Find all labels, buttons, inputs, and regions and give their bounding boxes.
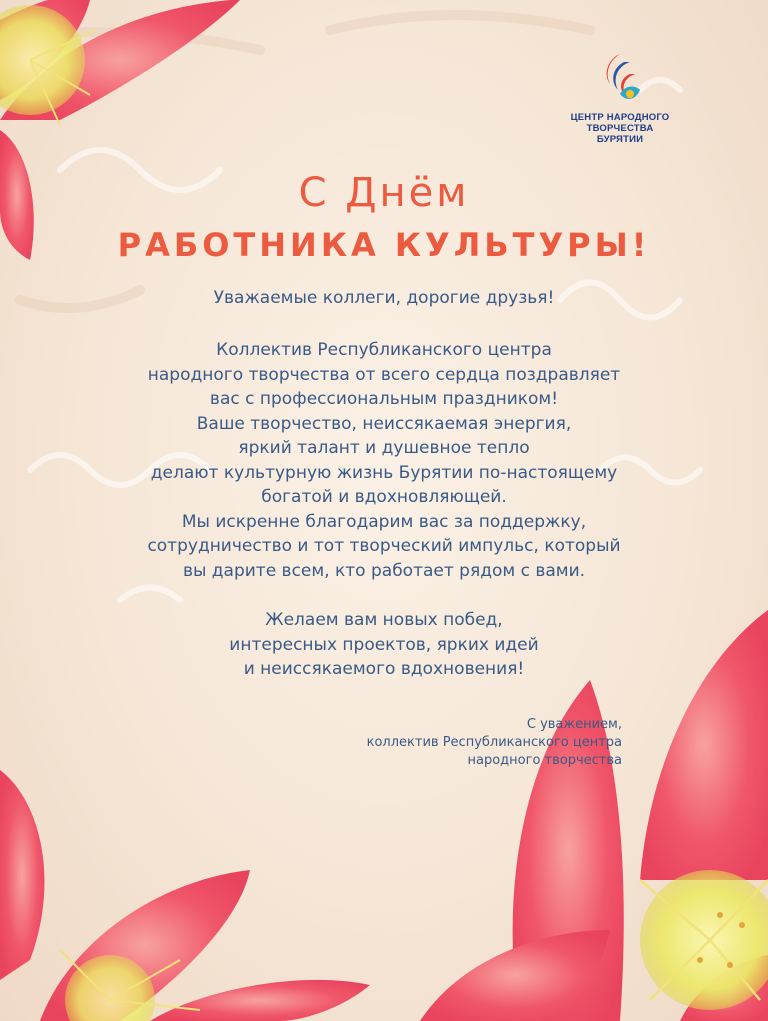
- signature-block: [300, 716, 622, 770]
- signature-line: народного творчества: [467, 753, 622, 768]
- signature-line: коллектив Республиканского центра: [366, 735, 622, 750]
- paragraph-line: делают культурную жизнь Бурятии по-настоящему: [150, 462, 618, 483]
- logo-text-line3: БУРЯТИИ: [596, 134, 644, 145]
- greeting-line: Уважаемые коллеги, дорогие друзья!: [213, 288, 555, 308]
- organization-logo: [560, 48, 680, 158]
- logo-text-line2: ТВОРЧЕСТВА: [586, 123, 654, 134]
- paragraph-line: Желаем вам новых побед,: [265, 610, 503, 630]
- logo-swirl-icon: [590, 48, 650, 110]
- paragraph-line: Мы искренне благодарим вас за поддержку,: [181, 511, 587, 532]
- paragraph-line: яркий талант и душевное тепло: [238, 438, 530, 458]
- paragraph-line: и неиссякаемого вдохновения!: [243, 659, 525, 679]
- page-subtitle: РАБОТНИКА КУЛЬТУРЫ!: [117, 226, 651, 264]
- paragraph-line: интересных проектов, ярких идей: [229, 634, 539, 655]
- paragraph-line: вас с профессиональным праздником!: [209, 389, 559, 409]
- paragraph-line: Ваше творчество, неиссякаемая энергия,: [196, 413, 572, 434]
- signature-line: С уважением,: [526, 717, 622, 732]
- paragraph-line: вы дарите всем, кто работает рядом с вами.: [182, 560, 586, 581]
- paragraph-line: богатой и вдохновляющей.: [261, 487, 507, 507]
- message-paragraph-1: [84, 338, 684, 583]
- paragraph-line: народного творчества от всего сердца поздравляет: [147, 364, 621, 385]
- paragraph-line: Коллектив Республиканского центра: [216, 340, 552, 360]
- flower-bottom-left: [0, 770, 370, 1021]
- message-paragraph-2: [84, 608, 684, 682]
- page-title: С Днём: [298, 170, 470, 216]
- paragraph-line: сотрудничество и тот творческий импульс, который: [147, 536, 621, 556]
- logo-text-line1: ЦЕНТР НАРОДНОГО: [570, 112, 670, 123]
